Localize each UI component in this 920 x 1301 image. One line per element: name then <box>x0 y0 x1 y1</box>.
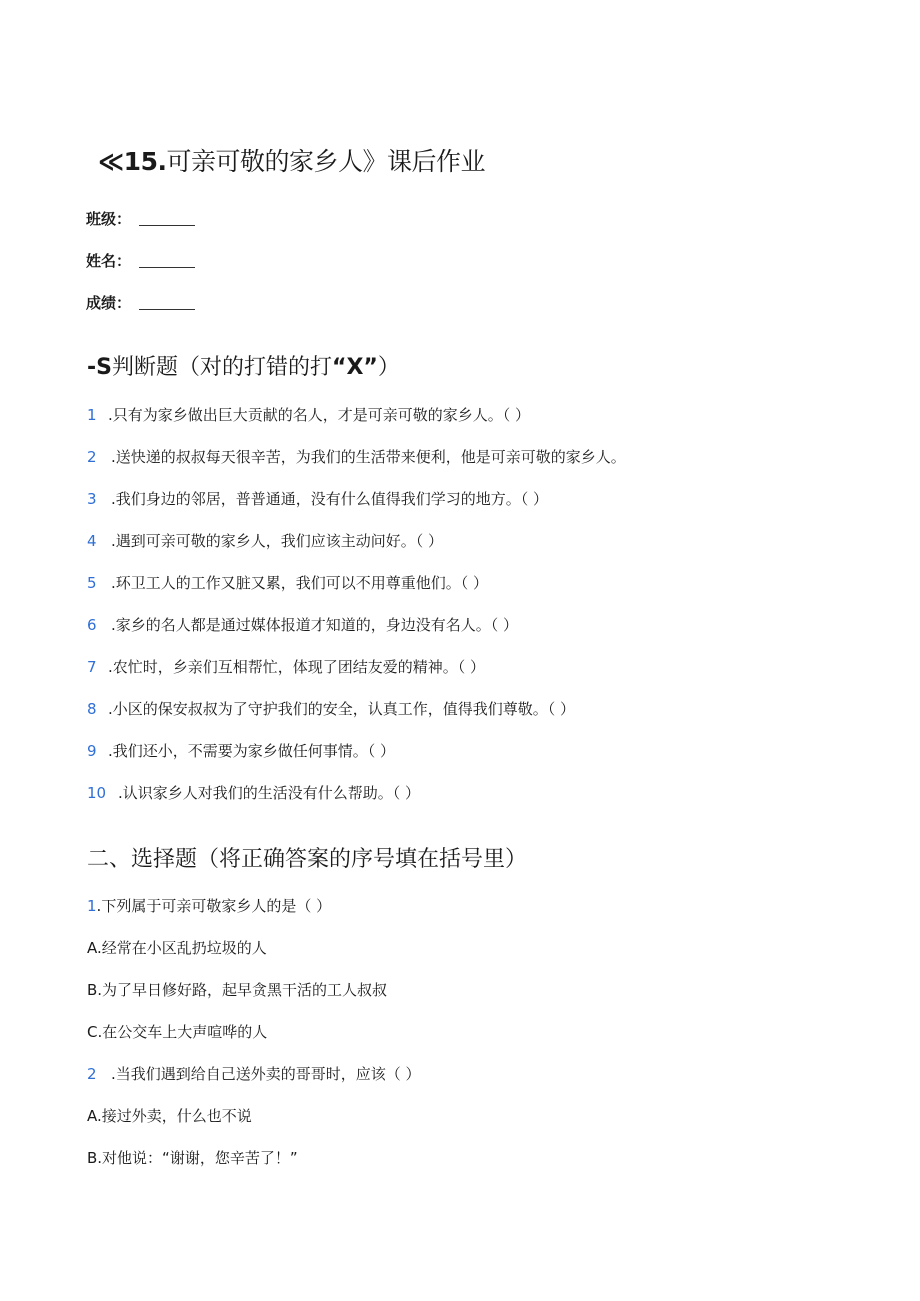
score-label: 成绩： <box>86 294 132 312</box>
choice-option-c: C.在公交车上大声喧哗的人 <box>87 1023 268 1041</box>
section-judge-mark: “X” <box>332 355 378 380</box>
judge-text: .农忙时，乡亲们互相帮忙，体现了团结友爱的精神。（ ） <box>108 658 486 676</box>
score-field <box>86 292 195 313</box>
section-judge-close: ） <box>377 355 400 380</box>
section-judge-heading <box>87 350 400 381</box>
judge-text: .我们身边的邻居，普普通通，没有什么值得我们学习的地方。（ ） <box>111 490 549 508</box>
judge-number: 5 <box>87 574 97 592</box>
judge-number: 6 <box>87 616 97 634</box>
judge-text: .家乡的名人都是通过媒体报道才知道的，身边没有名人。（ ） <box>111 616 519 634</box>
judge-item <box>87 530 443 551</box>
judge-text: .送快递的叔叔每天很辛苦，为我们的生活带来便利，他是可亲可敬的家乡人。 <box>111 448 626 466</box>
judge-number: 4 <box>87 532 97 550</box>
judge-number: 8 <box>87 700 97 718</box>
judge-item <box>87 614 518 635</box>
section-judge-prefix: -S <box>87 355 112 380</box>
judge-item <box>87 488 548 509</box>
title-text: 可亲可敬的家乡人》课后作业 <box>166 147 485 176</box>
judge-item <box>87 782 420 803</box>
choice-number: 2 <box>87 1065 97 1083</box>
title-mark: ≪15. <box>98 147 167 176</box>
judge-text: .认识家乡人对我们的生活没有什么帮助。（ ） <box>118 784 421 802</box>
choice-text: .下列属于可亲可敬家乡人的是（ ） <box>96 897 332 915</box>
judge-text: .环卫工人的工作又脏又累，我们可以不用尊重他们。（ ） <box>111 574 489 592</box>
section-choice-heading <box>87 842 527 873</box>
judge-text: .遇到可亲可敬的家乡人，我们应该主动问好。（ ） <box>111 532 444 550</box>
name-field <box>86 250 195 271</box>
section-judge-text: 判断题（对的打错的打 <box>111 355 332 380</box>
score-blank[interactable] <box>139 295 195 310</box>
judge-item <box>87 698 575 719</box>
judge-number: 1 <box>87 406 97 424</box>
name-blank[interactable] <box>139 253 195 268</box>
class-label: 班级： <box>86 210 132 228</box>
choice-question-1 <box>87 895 331 916</box>
choice-number: 1 <box>87 897 97 915</box>
judge-item <box>87 740 395 761</box>
judge-number: 7 <box>87 658 97 676</box>
choice-option-a: A.经常在小区乱扔垃圾的人 <box>87 939 267 957</box>
choice-option-a: A.接过外卖，什么也不说 <box>87 1107 252 1125</box>
section-choice-text: 二、选择题（将正确答案的序号填在括号里） <box>87 847 528 872</box>
judge-number: 9 <box>87 742 97 760</box>
judge-text: .只有为家乡做出巨大贡献的名人，才是可亲可敬的家乡人。（ ） <box>108 406 531 424</box>
judge-number: 3 <box>87 490 97 508</box>
class-blank[interactable] <box>139 211 195 226</box>
class-field <box>86 208 195 229</box>
choice-text: .当我们遇到给自己送外卖的哥哥时，应该（ ） <box>111 1065 421 1083</box>
judge-item <box>87 404 530 425</box>
judge-item <box>87 446 626 467</box>
choice-option-b: B.对他说：“谢谢，您辛苦了！” <box>87 1149 298 1167</box>
name-label: 姓名： <box>86 252 132 270</box>
choice-question-2 <box>87 1063 421 1084</box>
choice-option-b: B.为了早日修好路，起早贪黑干活的工人叔叔 <box>87 981 388 999</box>
document-title <box>98 142 485 178</box>
judge-item <box>87 656 485 677</box>
judge-item <box>87 572 488 593</box>
judge-text: .小区的保安叔叔为了守护我们的安全，认真工作，值得我们尊敬。（ ） <box>108 700 576 718</box>
judge-number: 2 <box>87 448 97 466</box>
judge-number: 10 <box>87 784 107 802</box>
judge-text: .我们还小，不需要为家乡做任何事情。（ ） <box>108 742 396 760</box>
